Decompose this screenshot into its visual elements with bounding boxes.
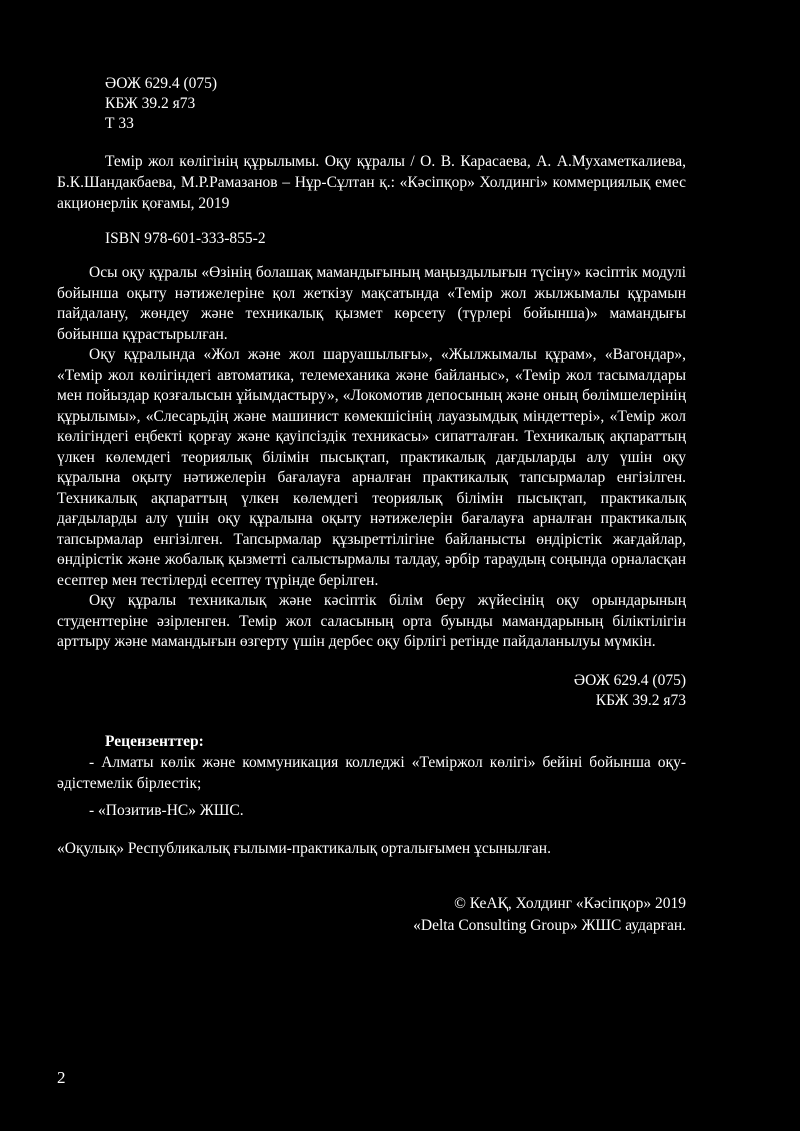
abstract-paragraph: Осы оқу құралы «Өзінің болашақ мамандығының маңыздылығын түсіну» кәсіптік модулі бойынша оқыту нәтижелеріне қол жеткізу мақсатында «Темір жол жылжымалы құрамын пайдалану, жөндеу және техникалық қызмет көрсету (түрлері бойынша)» мамандығы бойынша құрастырылған.	[57, 264, 686, 343]
lbc-code-right: КБЖ 39.2 я73	[595, 691, 686, 709]
author-mark: Т 33	[105, 115, 134, 132]
page-number: 2	[57, 1068, 66, 1087]
abstract	[57, 263, 686, 653]
recommendation-note: «Оқулық» Республикалық ғылыми-практикалық орталығымен ұсынылған.	[57, 839, 551, 857]
classification-codes	[105, 74, 686, 134]
reviewers-heading: Рецензенттер:	[105, 732, 204, 750]
udc-code-right: ӘОЖ 629.4 (075)	[573, 671, 686, 689]
udc-code: ӘОЖ 629.4 (075)	[105, 75, 218, 92]
reviewer-item: - «Позитив-НС» ЖШС.	[89, 801, 244, 819]
translation-credit: «Delta Consulting Group» ЖШС аударған.	[413, 916, 686, 934]
classification-codes-right	[57, 671, 686, 711]
reviewer-item: - Алматы көлік және коммуникация колледжі «Теміржол көлігі» бейіні бойынша оқу-әдістемелік бірлестік;	[57, 753, 686, 792]
lbc-code: КБЖ 39.2 я73	[105, 95, 196, 112]
bibliographic-citation: Темір жол көлігінің құрылымы. Оқу құралы / О. В. Карасаева, А. А.Мухаметкалиева, Б.К.Шандакбаева, М.Р.Рамазанов – Нұр-Сұлтан қ.: «Кәсіпқор» Холдингі» коммерциялық емес акционерлік қоғамы, 2019	[57, 153, 686, 212]
isbn: ISBN 978-601-333-855-2	[105, 230, 266, 247]
abstract-paragraph: Оқу құралы техникалық және кәсіптік білім беру жүйесінің оқу орындарының студенттеріне әзірленген. Темір жол саласының орта буынды мамандарының біліктілігін арттыру және мамандығын өзгерту үшін дербес оқу бірлігі ретінде пайдаланылуы мүмкін.	[57, 592, 686, 650]
copyright-block	[57, 893, 686, 937]
page-content	[57, 74, 686, 937]
copyright-line: © КеАҚ, Холдинг «Кәсіпқор» 2019	[454, 894, 686, 912]
abstract-paragraph: Оқу құралында «Жол және жол шаруашылығы», «Жылжымалы құрам», «Вагондар», «Темір жол көлігіндегі автоматика, телемеханика және байланыс», «Темір жол тасымалдары мен пойыздар қозғалысын ұйымдастыру», «Локомотив депосының және оның бөлімшелерінің құрылымы», «Слесарьдің және машинист көмекшісінің лауазымдық міндеттері», «Темір жол көлігіндегі еңбекті қорғау және қауіпсіздік техникасы» сипатталған. Техникалық ақпараттың үлкен көлемдегі теориялық білімін пысықтап, практикалық дағдыларды алу үшін оқу құралына оқыту нәтижелерін бағалауға арналған практикалық тапсырмалар енгізілген. Техникалық ақпараттың үлкен көлемдегі теориялық білімін пысықтап, практикалық дағдыларды алу үшін оқу құралына оқыту нәтижелерін бағалауға арналған практикалық тапсырмалар енгізілген. Тапсырмалар құзыреттілігіне байланысты өндірістік жағдайлар, өндірістік және жобалық қызметті салыстырмалы талдау, әрбір тараудың соңында орналасқан есептер мен тестілерді есептеу түрінде берілген.	[57, 346, 686, 589]
reviewers-list	[57, 752, 686, 821]
